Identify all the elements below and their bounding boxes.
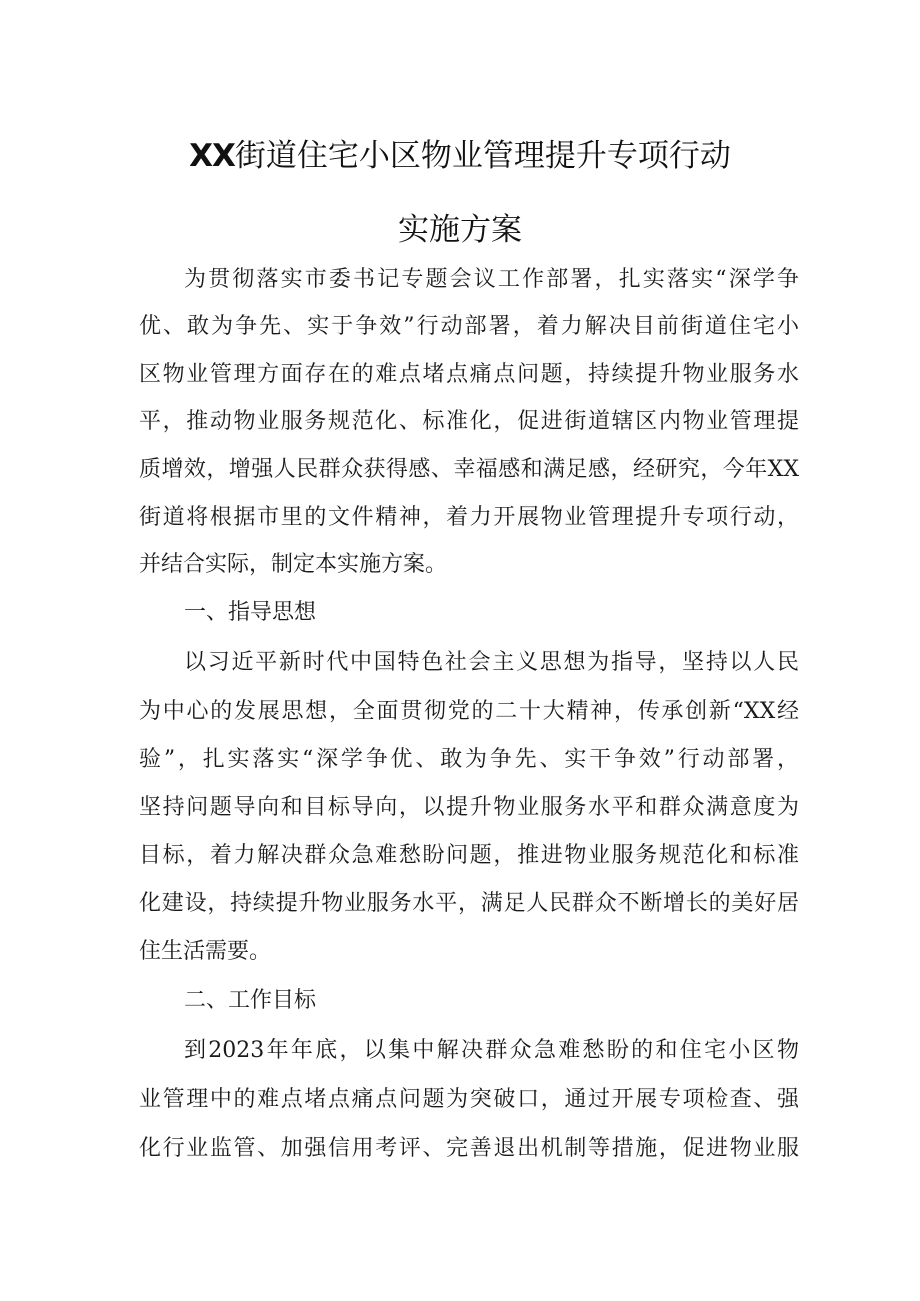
- title-line-1-text: 街道住宅小区物业管理提升专项行动: [234, 138, 731, 174]
- section1-line: 为中心的发展思想，全面贯彻党的二十大精神，传承创新“XX经: [139, 699, 799, 724]
- section2-line: 化行业监管、加强信用考评、完善退出机制等措施，促进物业服: [139, 1136, 799, 1161]
- section2-line: 业管理中的难点堵点痛点问题为突破口，通过开展专项检查、强: [139, 1087, 799, 1112]
- intro-line: 质增效，增强人民群众获得感、幸福感和满足感，经研究，今年XX: [139, 457, 799, 482]
- title-prefix: XX: [189, 138, 235, 174]
- section1-line: 住生活需要。: [139, 939, 272, 964]
- section1-line: 化建设，持续提升物业服务水平，满足人民群众不断增长的美好居: [139, 891, 799, 916]
- document-title-line-1: [0, 130, 920, 175]
- intro-line: 并结合实际，制定本实施方案。: [139, 552, 448, 577]
- section1-line: 目标，着力解决群众急难愁盼问题，推进物业服务规范化和标准: [139, 843, 799, 868]
- section1-line: 以习近平新时代中国特色社会主义思想为指导，坚持以人民: [184, 650, 799, 675]
- intro-line: 优、敢为争先、实于争效”行动部署，着力解决目前街道住宅小: [139, 314, 799, 339]
- section1-line: 坚持问题导向和目标导向，以提升物业服务水平和群众满意度为: [139, 795, 799, 820]
- section2-line: 到2023年年底，以集中解决群众急难愁盼的和住宅小区物: [184, 1038, 799, 1063]
- intro-line: 街道将根据市里的文件精神，着力开展物业管理提升专项行动，: [139, 505, 799, 530]
- section1-line: 验”，扎实落实“深学争优、敢为争先、实干争效”行动部署，: [139, 747, 799, 772]
- intro-line: 平，推动物业服务规范化、标准化，促进街道辖区内物业管理提: [139, 409, 799, 434]
- intro-line: 为贯彻落实市委书记专题会议工作部署，扎实落实“深学争: [184, 267, 799, 292]
- section-heading-work-goals: 二、工作目标: [184, 988, 317, 1013]
- section-heading-guiding-ideology: 一、指导思想: [184, 600, 317, 625]
- intro-line: 区物业管理方面存在的难点堵点痛点问题，持续提升物业服务水: [139, 362, 799, 387]
- document-title-line-2: 实施方案: [398, 212, 522, 248]
